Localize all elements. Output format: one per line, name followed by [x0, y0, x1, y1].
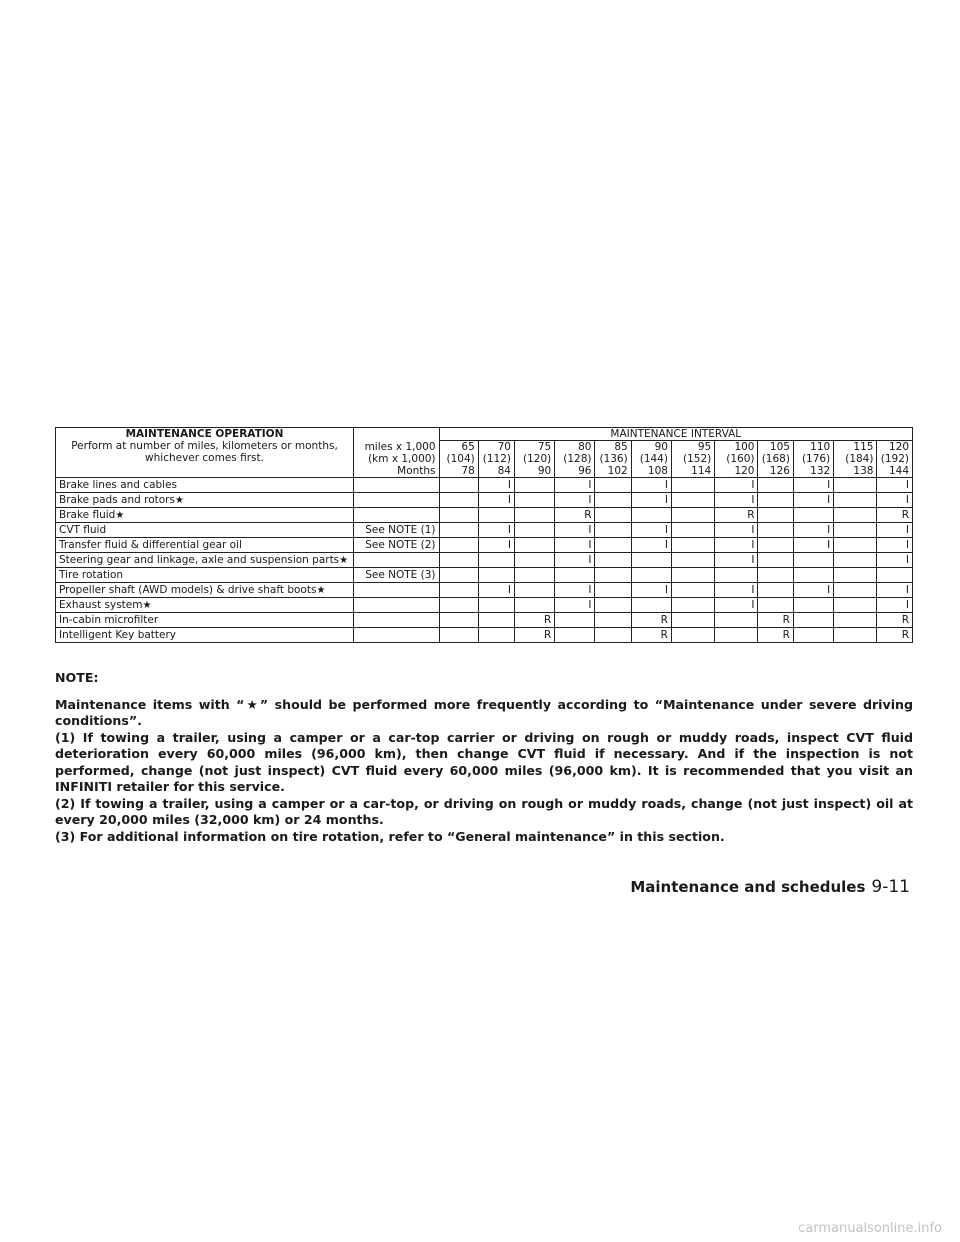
interval-mark-cell: I — [715, 493, 758, 508]
interval-mark-cell — [671, 478, 714, 493]
interval-mark-cell — [834, 508, 877, 523]
maintenance-note-cell — [354, 493, 440, 508]
maintenance-item-cell — [56, 628, 354, 643]
interval-mark-cell — [793, 568, 833, 583]
interval-mark-cell — [671, 493, 714, 508]
maintenance-note-cell: See NOTE (3) — [354, 568, 440, 583]
interval-column-header: 110 (176) 132 — [793, 441, 833, 478]
maintenance-note-cell — [354, 478, 440, 493]
interval-mark-cell — [793, 553, 833, 568]
interval-mark-cell — [671, 523, 714, 538]
table-row — [56, 598, 913, 613]
interval-mark-cell — [758, 568, 793, 583]
maintenance-note-cell: See NOTE (1) — [354, 523, 440, 538]
interval-mark-cell: I — [715, 583, 758, 598]
severe-conditions-star-icon: ★ — [316, 584, 326, 596]
table-row — [56, 508, 913, 523]
interval-mark-cell — [758, 478, 793, 493]
interval-mark-cell — [758, 553, 793, 568]
interval-mark-cell — [439, 508, 478, 523]
table-header-row — [56, 428, 913, 441]
interval-mark-cell — [555, 628, 595, 643]
severe-conditions-star-icon: ★ — [339, 554, 349, 566]
maintenance-note-cell — [354, 583, 440, 598]
table-row — [56, 568, 913, 583]
interval-mark-cell — [631, 508, 671, 523]
interval-mark-cell — [758, 598, 793, 613]
table-body — [56, 478, 913, 643]
maintenance-note-cell: See NOTE (2) — [354, 538, 440, 553]
maintenance-schedule-table-container — [55, 427, 913, 643]
interval-mark-cell: I — [715, 538, 758, 553]
interval-mark-cell — [758, 523, 793, 538]
interval-mark-cell: R — [877, 628, 913, 643]
interval-mark-cell — [758, 508, 793, 523]
severe-conditions-star-icon: ★ — [142, 599, 152, 611]
interval-mark-cell: I — [478, 493, 514, 508]
interval-mark-cell — [671, 568, 714, 583]
interval-mark-cell — [671, 538, 714, 553]
interval-mark-cell — [793, 613, 833, 628]
interval-mark-cell — [478, 553, 514, 568]
interval-mark-cell: I — [478, 583, 514, 598]
severe-conditions-star-icon: ★ — [174, 494, 184, 506]
interval-mark-cell — [478, 568, 514, 583]
interval-mark-cell — [834, 568, 877, 583]
interval-mark-cell — [439, 538, 478, 553]
interval-mark-cell — [834, 598, 877, 613]
interval-mark-cell — [834, 583, 877, 598]
interval-mark-cell — [715, 628, 758, 643]
interval-title: MAINTENANCE INTERVAL — [439, 428, 912, 441]
maintenance-item-cell — [56, 493, 354, 508]
interval-mark-cell — [595, 478, 631, 493]
interval-mark-cell — [631, 553, 671, 568]
notes-title: NOTE: — [55, 670, 99, 685]
interval-mark-cell — [671, 598, 714, 613]
table-row — [56, 538, 913, 553]
note-2: (2) If towing a trailer, using a camper or a car-top, or driving on rough or muddy roads, change (not just inspect) oil at every 20,000 miles (32,000 km) or 24 months. — [55, 795, 913, 827]
interval-mark-cell — [478, 628, 514, 643]
interval-mark-cell — [439, 523, 478, 538]
maintenance-item-cell — [56, 478, 354, 493]
interval-mark-cell — [595, 583, 631, 598]
maintenance-item-label: Brake pads and rotors — [59, 493, 175, 506]
interval-mark-cell: R — [631, 628, 671, 643]
table-row — [56, 493, 913, 508]
table-row — [56, 613, 913, 628]
note-3: (3) For additional information on tire rotation, refer to “General maintenance” in this section. — [55, 828, 725, 844]
interval-mark-cell: I — [555, 493, 595, 508]
notes-section — [55, 670, 913, 845]
interval-mark-cell: I — [877, 478, 913, 493]
interval-mark-cell — [631, 598, 671, 613]
interval-mark-cell — [793, 628, 833, 643]
interval-mark-cell — [478, 613, 514, 628]
interval-mark-cell — [595, 568, 631, 583]
maintenance-schedule-table — [55, 427, 913, 643]
operation-title: MAINTENANCE OPERATION — [125, 428, 284, 440]
table-row — [56, 523, 913, 538]
interval-mark-cell: R — [631, 613, 671, 628]
interval-mark-cell — [514, 508, 554, 523]
maintenance-item-cell — [56, 568, 354, 583]
section-title: Maintenance and schedules — [630, 878, 866, 896]
interval-mark-cell: I — [715, 553, 758, 568]
table-row — [56, 478, 913, 493]
interval-mark-cell: I — [715, 598, 758, 613]
interval-mark-cell: I — [555, 478, 595, 493]
interval-mark-cell: I — [478, 478, 514, 493]
interval-mark-cell — [478, 598, 514, 613]
maintenance-item-label: Steering gear and linkage, axle and suspension parts — [59, 553, 340, 566]
maintenance-note-cell — [354, 508, 440, 523]
interval-mark-cell: I — [555, 538, 595, 553]
maintenance-note-cell — [354, 598, 440, 613]
interval-mark-cell — [834, 478, 877, 493]
interval-column-header: 90 (144) 108 — [631, 441, 671, 478]
interval-mark-cell: I — [877, 598, 913, 613]
interval-mark-cell — [595, 493, 631, 508]
interval-mark-cell — [715, 568, 758, 583]
interval-mark-cell — [715, 613, 758, 628]
interval-mark-cell — [439, 628, 478, 643]
maintenance-item-cell — [56, 598, 354, 613]
interval-mark-cell: I — [793, 583, 833, 598]
interval-mark-cell — [834, 628, 877, 643]
interval-mark-cell — [834, 523, 877, 538]
interval-mark-cell: I — [555, 553, 595, 568]
interval-mark-cell — [595, 613, 631, 628]
interval-mark-cell — [595, 598, 631, 613]
interval-column-header: 120 (192) 144 — [877, 441, 913, 478]
interval-mark-cell: I — [478, 523, 514, 538]
interval-mark-cell: I — [793, 523, 833, 538]
interval-column-header: 115 (184) 138 — [834, 441, 877, 478]
interval-mark-cell: R — [555, 508, 595, 523]
note-1: (1) If towing a trailer, using a camper or a car-top carrier or driving on rough or muddy roads, inspect CVT fluid deterioration every 60,000 miles (96,000 km), then change CVT fluid if necessary. And if the inspection is not performed, change (not just inspect) CVT fluid every 60,000 miles (96,000 km). It is recommended that you visit an INFINITI retailer for this service. — [55, 729, 913, 794]
interval-mark-cell: I — [631, 538, 671, 553]
interval-mark-cell — [555, 613, 595, 628]
page-footer — [630, 877, 910, 897]
table-row — [56, 553, 913, 568]
note-severe-conditions: Maintenance items with “★” should be performed more frequently according to “Maintenance under severe driving conditions”. — [55, 696, 913, 728]
interval-column-header: 95 (152) 114 — [671, 441, 714, 478]
interval-mark-cell: R — [514, 628, 554, 643]
maintenance-item-label: Exhaust system — [59, 598, 143, 611]
interval-mark-cell: I — [631, 523, 671, 538]
interval-mark-cell — [834, 493, 877, 508]
maintenance-item-cell — [56, 583, 354, 598]
interval-mark-cell: I — [877, 493, 913, 508]
maintenance-item-cell — [56, 553, 354, 568]
interval-mark-cell: I — [877, 523, 913, 538]
interval-mark-cell: I — [478, 538, 514, 553]
interval-mark-cell — [631, 568, 671, 583]
interval-mark-cell — [514, 553, 554, 568]
interval-mark-cell — [671, 613, 714, 628]
interval-mark-cell: I — [631, 478, 671, 493]
interval-mark-cell — [834, 613, 877, 628]
interval-column-header: 85 (136) 102 — [595, 441, 631, 478]
interval-mark-cell: I — [631, 583, 671, 598]
interval-mark-cell — [514, 523, 554, 538]
interval-mark-cell — [514, 583, 554, 598]
interval-mark-cell — [758, 583, 793, 598]
interval-mark-cell — [671, 553, 714, 568]
interval-mark-cell: I — [555, 523, 595, 538]
interval-mark-cell: I — [555, 583, 595, 598]
interval-mark-cell: I — [555, 598, 595, 613]
severe-conditions-star-icon: ★ — [115, 509, 125, 521]
interval-mark-cell — [439, 598, 478, 613]
interval-mark-cell: I — [877, 583, 913, 598]
interval-mark-cell: I — [715, 523, 758, 538]
interval-mark-cell — [834, 553, 877, 568]
interval-column-header: 65 (104) 78 — [439, 441, 478, 478]
interval-mark-cell — [793, 598, 833, 613]
interval-mark-cell — [834, 538, 877, 553]
interval-mark-cell — [877, 568, 913, 583]
interval-mark-cell: I — [715, 478, 758, 493]
maintenance-item-cell — [56, 508, 354, 523]
interval-mark-cell: I — [877, 538, 913, 553]
maintenance-note-cell — [354, 628, 440, 643]
interval-mark-cell — [514, 493, 554, 508]
interval-mark-cell: I — [793, 538, 833, 553]
maintenance-item-cell — [56, 613, 354, 628]
interval-column-header: 105 (168) 126 — [758, 441, 793, 478]
interval-mark-cell — [439, 493, 478, 508]
maintenance-item-label: In-cabin microfilter — [59, 614, 159, 626]
interval-mark-cell — [439, 568, 478, 583]
interval-mark-cell — [595, 508, 631, 523]
maintenance-item-cell — [56, 523, 354, 538]
maintenance-item-label: Propeller shaft (AWD models) & drive shaft boots — [59, 583, 317, 596]
interval-mark-cell — [758, 538, 793, 553]
maintenance-item-label: CVT fluid — [59, 524, 107, 536]
interval-mark-cell: I — [877, 553, 913, 568]
maintenance-item-label: Brake lines and cables — [59, 479, 178, 491]
maintenance-item-label: Intelligent Key battery — [59, 629, 177, 641]
maintenance-item-label: Tire rotation — [59, 569, 124, 581]
units-header-cell: miles x 1,000 (km x 1,000) Months — [354, 428, 440, 478]
interval-mark-cell: R — [514, 613, 554, 628]
interval-mark-cell — [514, 568, 554, 583]
interval-mark-cell — [439, 478, 478, 493]
interval-mark-cell — [514, 478, 554, 493]
interval-mark-cell — [595, 538, 631, 553]
interval-mark-cell: R — [758, 613, 793, 628]
interval-mark-cell — [758, 493, 793, 508]
interval-mark-cell — [439, 613, 478, 628]
page-number: 9-11 — [871, 877, 910, 897]
interval-mark-cell: I — [793, 478, 833, 493]
interval-mark-cell — [793, 508, 833, 523]
interval-mark-cell — [514, 598, 554, 613]
maintenance-note-cell — [354, 613, 440, 628]
interval-mark-cell — [439, 583, 478, 598]
interval-mark-cell: I — [631, 493, 671, 508]
interval-mark-cell: R — [715, 508, 758, 523]
interval-mark-cell — [514, 538, 554, 553]
operation-header-cell — [56, 428, 354, 478]
interval-mark-cell — [439, 553, 478, 568]
interval-mark-cell — [595, 523, 631, 538]
interval-mark-cell — [595, 553, 631, 568]
interval-mark-cell: I — [793, 493, 833, 508]
interval-mark-cell: R — [877, 613, 913, 628]
interval-mark-cell: R — [758, 628, 793, 643]
interval-mark-cell — [555, 568, 595, 583]
operation-subtitle: Perform at number of miles, kilometers or months, whichever comes first. — [71, 440, 338, 464]
maintenance-item-cell — [56, 538, 354, 553]
interval-column-header: 100 (160) 120 — [715, 441, 758, 478]
interval-mark-cell — [671, 508, 714, 523]
table-row — [56, 583, 913, 598]
interval-mark-cell — [671, 583, 714, 598]
interval-mark-cell — [478, 508, 514, 523]
interval-mark-cell: R — [877, 508, 913, 523]
interval-column-header: 70 (112) 84 — [478, 441, 514, 478]
interval-mark-cell — [595, 628, 631, 643]
interval-mark-cell — [671, 628, 714, 643]
watermark: carmanualsonline.info — [798, 1221, 942, 1236]
interval-column-header: 80 (128) 96 — [555, 441, 595, 478]
table-row — [56, 628, 913, 643]
maintenance-item-label: Brake fluid — [59, 508, 116, 521]
interval-column-header: 75 (120) 90 — [514, 441, 554, 478]
maintenance-item-label: Transfer fluid & differential gear oil — [59, 539, 242, 551]
maintenance-note-cell — [354, 553, 440, 568]
